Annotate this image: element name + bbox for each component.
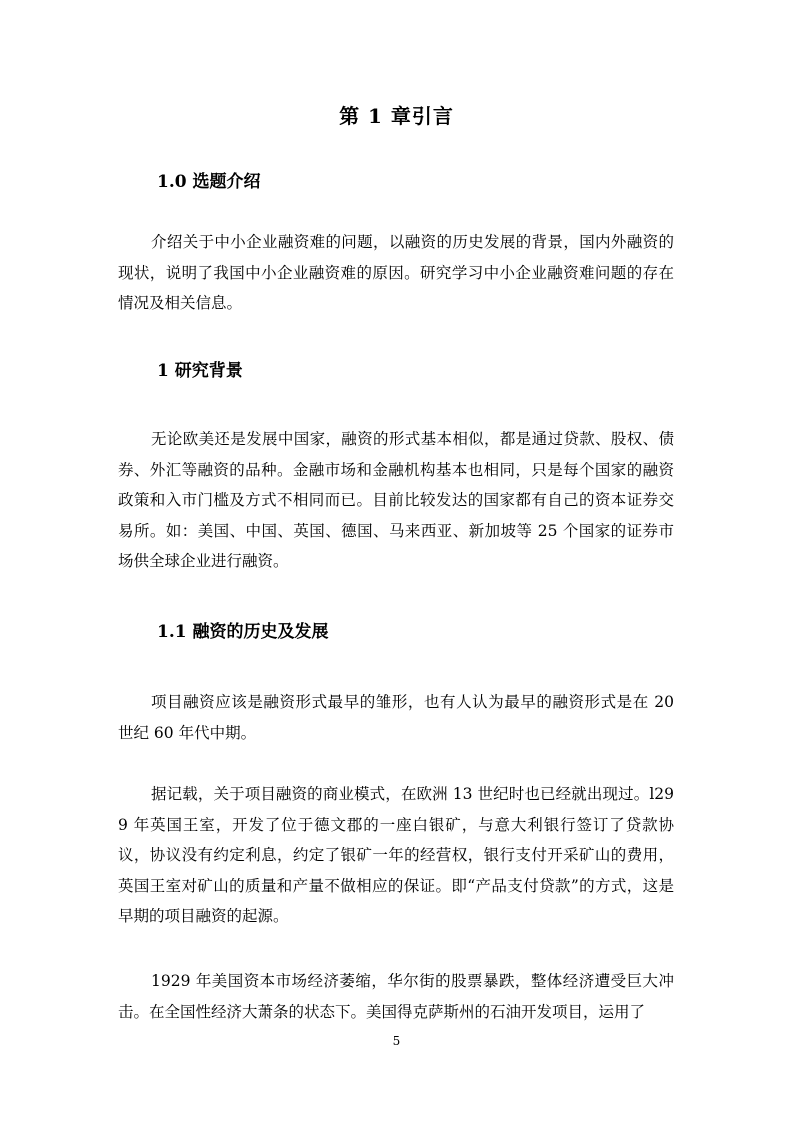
section-heading-history: 1.1 融资的历史及发展 [157,622,329,642]
section-heading-topic-intro: 1.0 选题介绍 [157,172,261,192]
page-number: 5 [392,1034,401,1048]
chapter-title: 第 1 章引言 [339,104,454,128]
paragraph-history-1: 项目融资应该是融资形式最早的雏形，也有人认为最早的融资形式是在 20 世纪 60 年代中期。 [118,693,674,742]
section-heading-background: 1 研究背景 [157,361,243,381]
paragraph-topic-intro: 介绍关于中小企业融资难的问题，以融资的历史发展的背景，国内外融资的现状，说明了我国中小企业融资难的原因。研究学习中小企业融资难问题的存在情况及相关信息。 [118,233,674,313]
paragraph-history-2: 据记载，关于项目融资的商业模式，在欧洲 13 世纪时也已经就出现过。l299 年英国王室，开发了位于德文郡的一座白银矿，与意大利银行签订了贷款协议，协议没有约定利息，约定了银矿一年的经营权，银行支付开采矿山的费用，英国王室对矿山的质量和产量不做相应的保证。即“产品支付贷款”的方式，这是早期的项目融资的起源。 [118,785,674,926]
paragraph-history-3: 1929 年美国资本市场经济萎缩，华尔街的股票暴跌，整体经济遭受巨大冲击。在全国性经济大萧条的状态下。美国得克萨斯州的石油开发项目，运用了 [118,972,674,1021]
paragraph-background: 无论欧美还是发展中国家，融资的形式基本相似，都是通过贷款、股权、债券、外汇等融资的品种。金融市场和金融机构基本也相同，只是每个国家的融资政策和入市门槛及方式不相同而已。目前比较发达的国家都有自己的资本证券交易所。如：美国、中国、英国、德国、马来西亚、新加坡等 25 个国家的证券市场供全球企业进行融资。 [118,430,674,571]
